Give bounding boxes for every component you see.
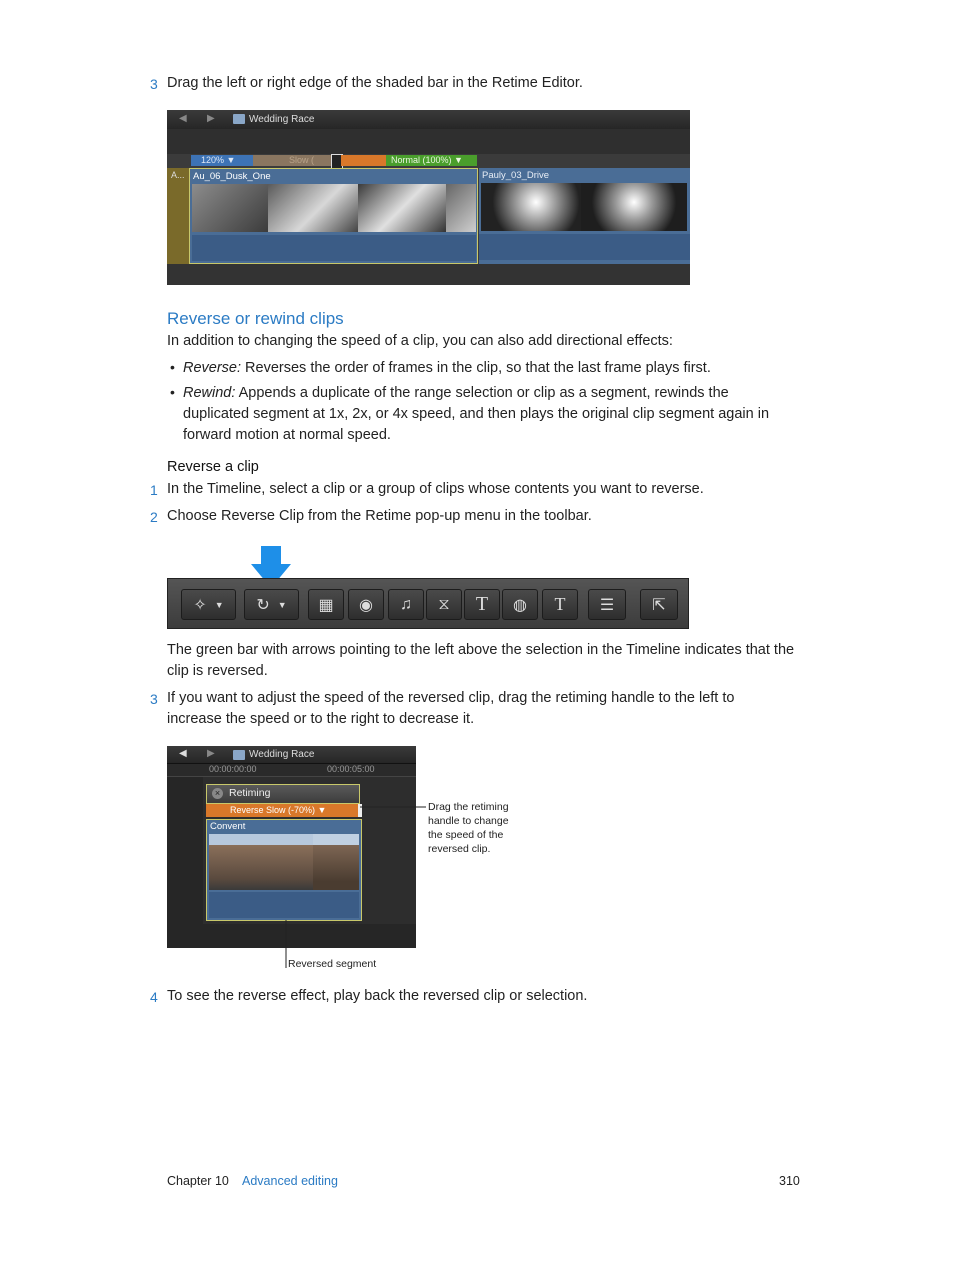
generators-button[interactable] [502,589,538,620]
step-number: 4 [150,989,158,1005]
ruler [167,764,416,777]
convent-clip[interactable] [206,819,362,921]
retime-editor-screenshot [167,110,690,285]
clip-main[interactable] [189,168,478,264]
forward-arrow-icon: ▶ [207,113,215,124]
titles-button[interactable] [464,589,500,620]
audio-waveform [479,234,690,260]
section-heading: Reverse or rewind clips [167,309,344,328]
back-arrow-icon: ◀ [179,113,187,124]
term: Rewind: [183,385,236,401]
step-number: 2 [150,509,158,525]
forward-arrow-icon: ▶ [207,748,215,759]
filmstrip-icon: ▦ [318,596,334,614]
back-arrow-icon: ◀ [179,748,187,759]
sliders-icon: ☰ [599,596,615,614]
definition: Appends a duplicate of the range selection or clip as a segment, rewinds the duplicated segment at 1x, 2x, or 4x speed, and then plays the original clip segment again in forward motion at normal speed. [183,385,770,443]
thumbnail [581,183,687,231]
footer-section-link[interactable]: Advanced editing [242,1174,338,1188]
step-text: In the Timeline, select a clip or a group of clips whose contents you want to reverse. [167,481,704,497]
chevron-down-icon: ▼ [214,599,224,610]
bullet-icon: • [170,359,175,375]
retime-bar-orange[interactable] [341,155,386,166]
retime-icon: ↻ [256,596,270,614]
toolbar-screenshot [167,578,689,629]
clip-main-label: Au_06_Dusk_One [193,171,271,182]
paragraph: The green bar with arrows pointing to the left above the selection in the Timeline indicates that the clip is reversed. [167,642,795,679]
definition: Reverses the order of frames in the clip, so that the last frame plays first. [241,360,711,376]
camera-icon: ◉ [359,596,373,614]
step-number: 1 [150,482,158,498]
thumbnail [446,184,476,232]
step-text: To see the reverse effect, play back the reversed clip or selection. [167,988,588,1004]
browser-button[interactable] [308,589,344,620]
transitions-icon: ⧖ [438,595,450,613]
timeline-footer [167,924,416,948]
clip-right[interactable] [479,168,690,264]
thumbnail [481,183,581,231]
audio-waveform [209,892,359,918]
clip-label: Convent [210,821,246,832]
retime-bar-fast[interactable]: 120% ▼ [191,155,263,166]
timecode-start: 00:00:00:00 [209,764,257,774]
callout-handle: Drag the retiming handle to change the speed of the reversed clip. [428,801,509,855]
project-title: Wedding Race [249,114,315,125]
thumbnail [358,184,446,232]
section-intro: In addition to changing the speed of a clip, you can also add directional effects: [167,333,673,349]
themes-button[interactable] [542,589,578,620]
bullet-rewind [183,383,793,446]
clip-right-label: Pauly_03_Drive [482,170,550,181]
callout-segment: Reversed segment [288,958,377,970]
reversed-clip-screenshot [167,746,416,948]
share-button[interactable] [640,589,678,620]
photos-button[interactable] [348,589,384,620]
thumbnail [209,834,313,890]
track-header [167,777,203,948]
bullet-icon: • [170,384,175,400]
timeline-header [167,110,690,130]
themes-icon: T [554,594,566,614]
clip-a-label: A... [171,170,185,180]
chevron-down-icon: ▼ [277,599,287,610]
clip-a[interactable] [167,168,189,264]
retiming-panel [206,784,360,804]
clapper-icon [233,114,245,124]
retime-bar-normal[interactable]: Normal (100%) ▼ [386,155,477,166]
thumbnail [268,184,358,232]
thumbnail [192,184,268,232]
audio-waveform [192,235,476,261]
project-title: Wedding Race [249,749,315,760]
bullet-reverse [183,358,793,379]
step-text: Drag the left or right edge of the shaded bar in the Retime Editor. [167,75,583,91]
timeline-footer [167,264,690,285]
page-number: 310 [779,1174,800,1188]
reverse-retime-bar[interactable]: Reverse Slow (-70%) ▼ [206,804,360,817]
generator-icon: ◍ [513,596,527,614]
retime-bar-slow[interactable]: Slow ( [253,155,331,166]
callout-line [360,804,430,810]
share-icon: ⇱ [652,596,666,614]
retiming-label: Retiming [229,787,271,799]
inspector-button[interactable] [588,589,626,620]
timecode-five-seconds: 00:00:05:00 [327,764,375,774]
term: Reverse: [183,360,242,376]
transitions-button[interactable] [426,589,462,620]
task-title: Reverse a clip [167,459,259,475]
title-t-icon: T [475,593,489,615]
step-number: 3 [150,691,158,707]
ruler [167,129,690,154]
enhance-button[interactable] [181,589,236,620]
step-text: Choose Reverse Clip from the Retime pop-up menu in the toolbar. [167,508,592,524]
footer-chapter: Chapter 10 [167,1174,229,1188]
step-number: 3 [150,76,158,92]
close-icon[interactable]: × [212,788,223,799]
magic-wand-icon: ✧ [193,596,207,614]
music-button[interactable] [388,589,424,620]
thumbnail [313,834,359,890]
retime-button[interactable] [244,589,299,620]
step-text: If you want to adjust the speed of the reversed clip, drag the retiming handle to the left to increase the speed or to the right to decrease it. [167,690,735,727]
music-note-icon: ♫ [400,595,412,613]
clapper-icon [233,750,245,760]
timeline-header [167,746,416,764]
